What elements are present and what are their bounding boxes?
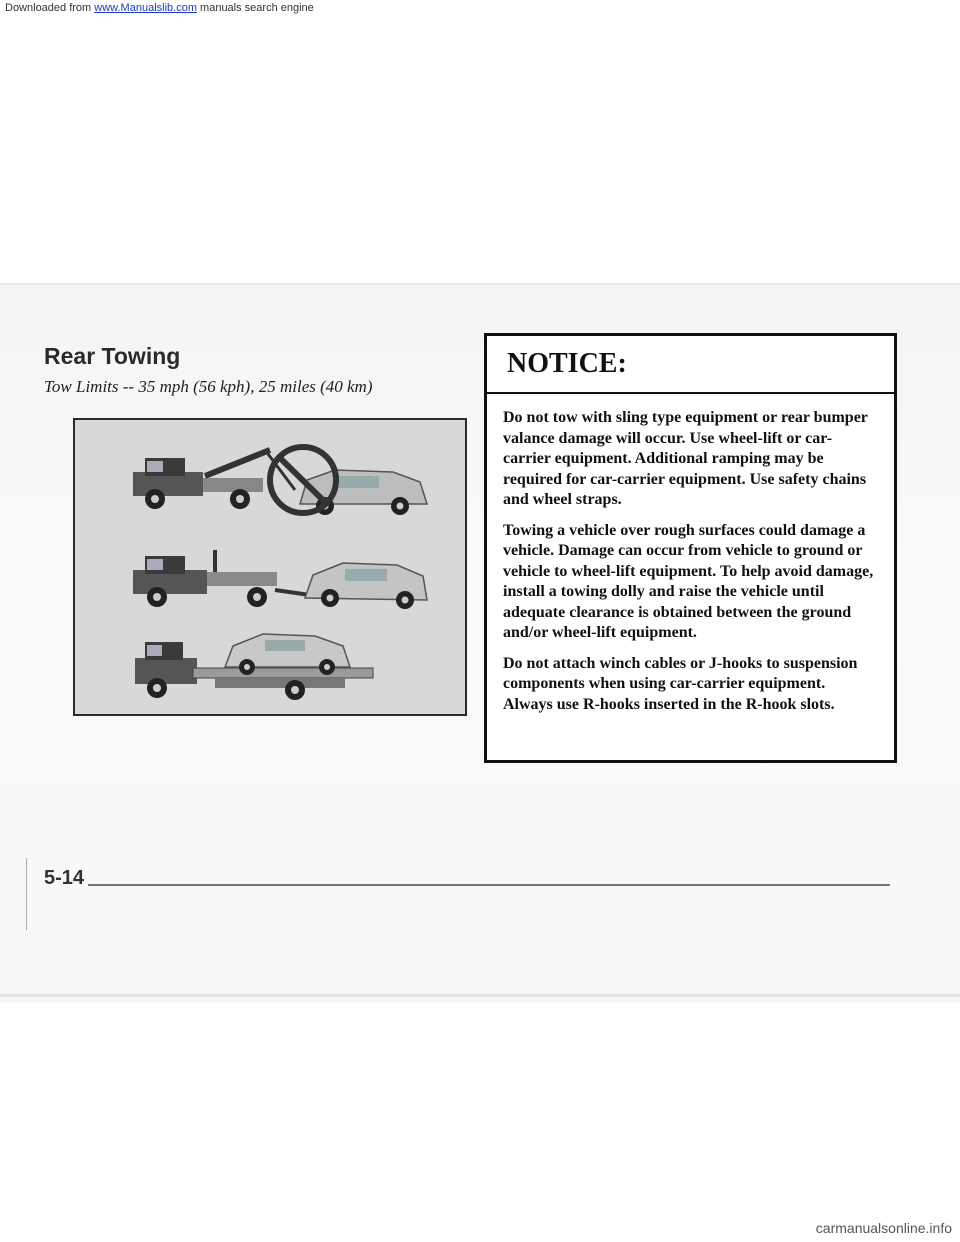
- towing-methods-illustration: [73, 418, 467, 716]
- notice-body: [487, 394, 894, 715]
- download-source-watermark: [5, 2, 314, 14]
- notice-title: NOTICE:: [507, 348, 627, 379]
- page-number: 5-14: [44, 867, 85, 889]
- page-top-edge: [0, 283, 960, 285]
- section-title: Rear Towing: [44, 343, 181, 369]
- footer-rule: [88, 884, 890, 886]
- page-bottom-edge: [0, 994, 960, 997]
- notice-paragraph: Do not tow with sling type equipment or rear bumper valance damage will occur. Use wheel-lift or car-carrier equipment. Additional ramping may be required for car-carrier equipment. Use safety chains and wheel straps.: [503, 409, 868, 508]
- watermark-suffix: manuals search engine: [196, 2, 314, 14]
- page-margin-line: [26, 858, 27, 930]
- notice-paragraph: Towing a vehicle over rough surfaces could damage a vehicle. Damage can occur from vehicle to ground or vehicle to wheel-lift equipment. To help avoid damage, install a towing dolly and raise the vehicle until adequate clearance is obtained between the ground and/or wheel-lift equipment.: [503, 521, 874, 641]
- notice-header: [487, 336, 894, 394]
- manualslib-link[interactable]: www.Manualslib.com: [94, 2, 197, 14]
- notice-paragraph: Do not attach winch cables or J-hooks to suspension components when using car-carrier equipment. Always use R-hooks inserted in the R-hook slots.: [503, 654, 858, 713]
- tow-limits-text: Tow Limits -- 35 mph (56 kph), 25 miles (40 km): [44, 377, 373, 396]
- watermark-prefix: Downloaded from: [5, 2, 95, 14]
- site-watermark: carmanualsonline.info: [815, 1220, 952, 1236]
- notice-box: [484, 333, 897, 763]
- towing-illustration-svg: [75, 420, 465, 714]
